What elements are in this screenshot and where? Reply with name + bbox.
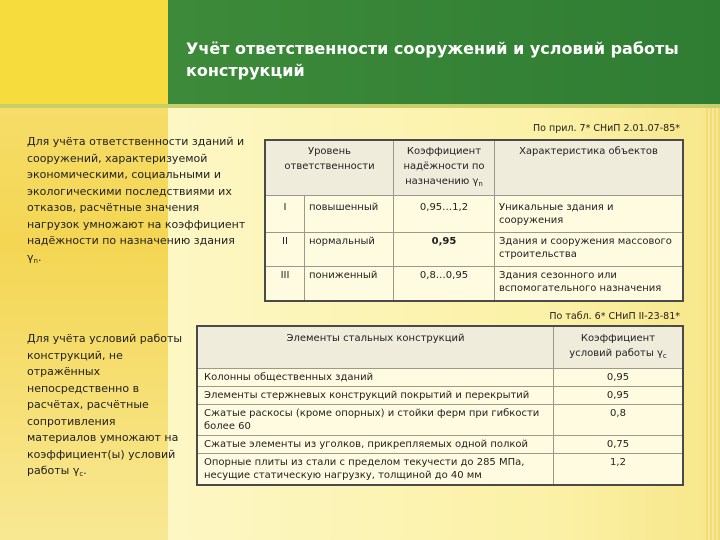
table-row xyxy=(197,405,683,436)
section2-source: По табл. 6* СНиП II-23-81* xyxy=(549,311,680,322)
table-row xyxy=(265,267,683,302)
table-row xyxy=(197,454,683,486)
table-row xyxy=(197,436,683,454)
header-divider xyxy=(0,104,720,108)
slide-title: Учёт ответственности сооружений и условий работы конструкций xyxy=(186,39,679,80)
element-coef: 0,75 xyxy=(554,436,684,454)
work-conditions-table xyxy=(196,325,684,486)
level-coef: 0,95 xyxy=(394,233,495,267)
header-char: Характеристика объектов xyxy=(495,140,684,196)
section1-description: Для учёта ответственности зданий и сооружений, характеризуемой экономическими, социальными и экологическими последствиями их отказов, расчётные значения нагрузок умножают на коэффициент надёжности по назначению здания $\gamma_n$. xyxy=(27,135,246,265)
level-char: Здания сезонного или вспомогательного назначения xyxy=(495,267,684,302)
section1-source: По прил. 7* СНиП 2.01.07-85* xyxy=(533,123,680,134)
level-name: повышенный xyxy=(305,196,394,233)
level-char: Здания и сооружения массового строительства xyxy=(495,233,684,267)
level-num: I xyxy=(265,196,305,233)
table-row xyxy=(197,387,683,405)
header-coef: Коэффициент надёжности по назначению $\gamma_n$ xyxy=(394,140,495,196)
level-name: нормальный xyxy=(305,233,394,267)
responsibility-table xyxy=(264,139,684,302)
level-char: Уникальные здания и сооружения xyxy=(495,196,684,233)
header-coef: Коэффициент условий работы $\gamma_c$ xyxy=(554,326,684,369)
right-decorative-stripes xyxy=(706,108,720,540)
element-coef: 1,2 xyxy=(554,454,684,486)
element-coef: 0,8 xyxy=(554,405,684,436)
element-name: Колонны общественных зданий xyxy=(197,369,554,387)
header-yellow-block xyxy=(0,0,168,104)
table-row xyxy=(265,233,683,267)
element-coef: 0,95 xyxy=(554,369,684,387)
element-name: Сжатые раскосы (кроме опорных) и стойки ферм при гибкости более 60 xyxy=(197,405,554,436)
level-coef: 0,95…1,2 xyxy=(394,196,495,233)
element-coef: 0,95 xyxy=(554,387,684,405)
table-row xyxy=(197,369,683,387)
header-level: Уровень ответственности xyxy=(265,140,394,196)
level-coef: 0,8…0,95 xyxy=(394,267,495,302)
level-name: пониженный xyxy=(305,267,394,302)
element-name: Сжатые элементы из уголков, прикрепляемых одной полкой xyxy=(197,436,554,454)
table-header-row xyxy=(265,140,683,196)
table-row xyxy=(265,196,683,233)
table-header-row xyxy=(197,326,683,369)
level-num: III xyxy=(265,267,305,302)
header-element: Элементы стальных конструкций xyxy=(197,326,554,369)
slide-header xyxy=(168,0,720,104)
level-num: II xyxy=(265,233,305,267)
element-name: Опорные плиты из стали с пределом текучести до 285 МПа, несущие статическую нагрузку, толщиной до 40 мм xyxy=(197,454,554,486)
section2-description: Для учёта условий работы конструкций, не отражённых непосредственно в расчётах, расчётные сопротивления материалов умножают на коэффициент(ы) условий работы $\gamma_c$. xyxy=(27,332,183,478)
element-name: Элементы стержневых конструкций покрытий и перекрытий xyxy=(197,387,554,405)
